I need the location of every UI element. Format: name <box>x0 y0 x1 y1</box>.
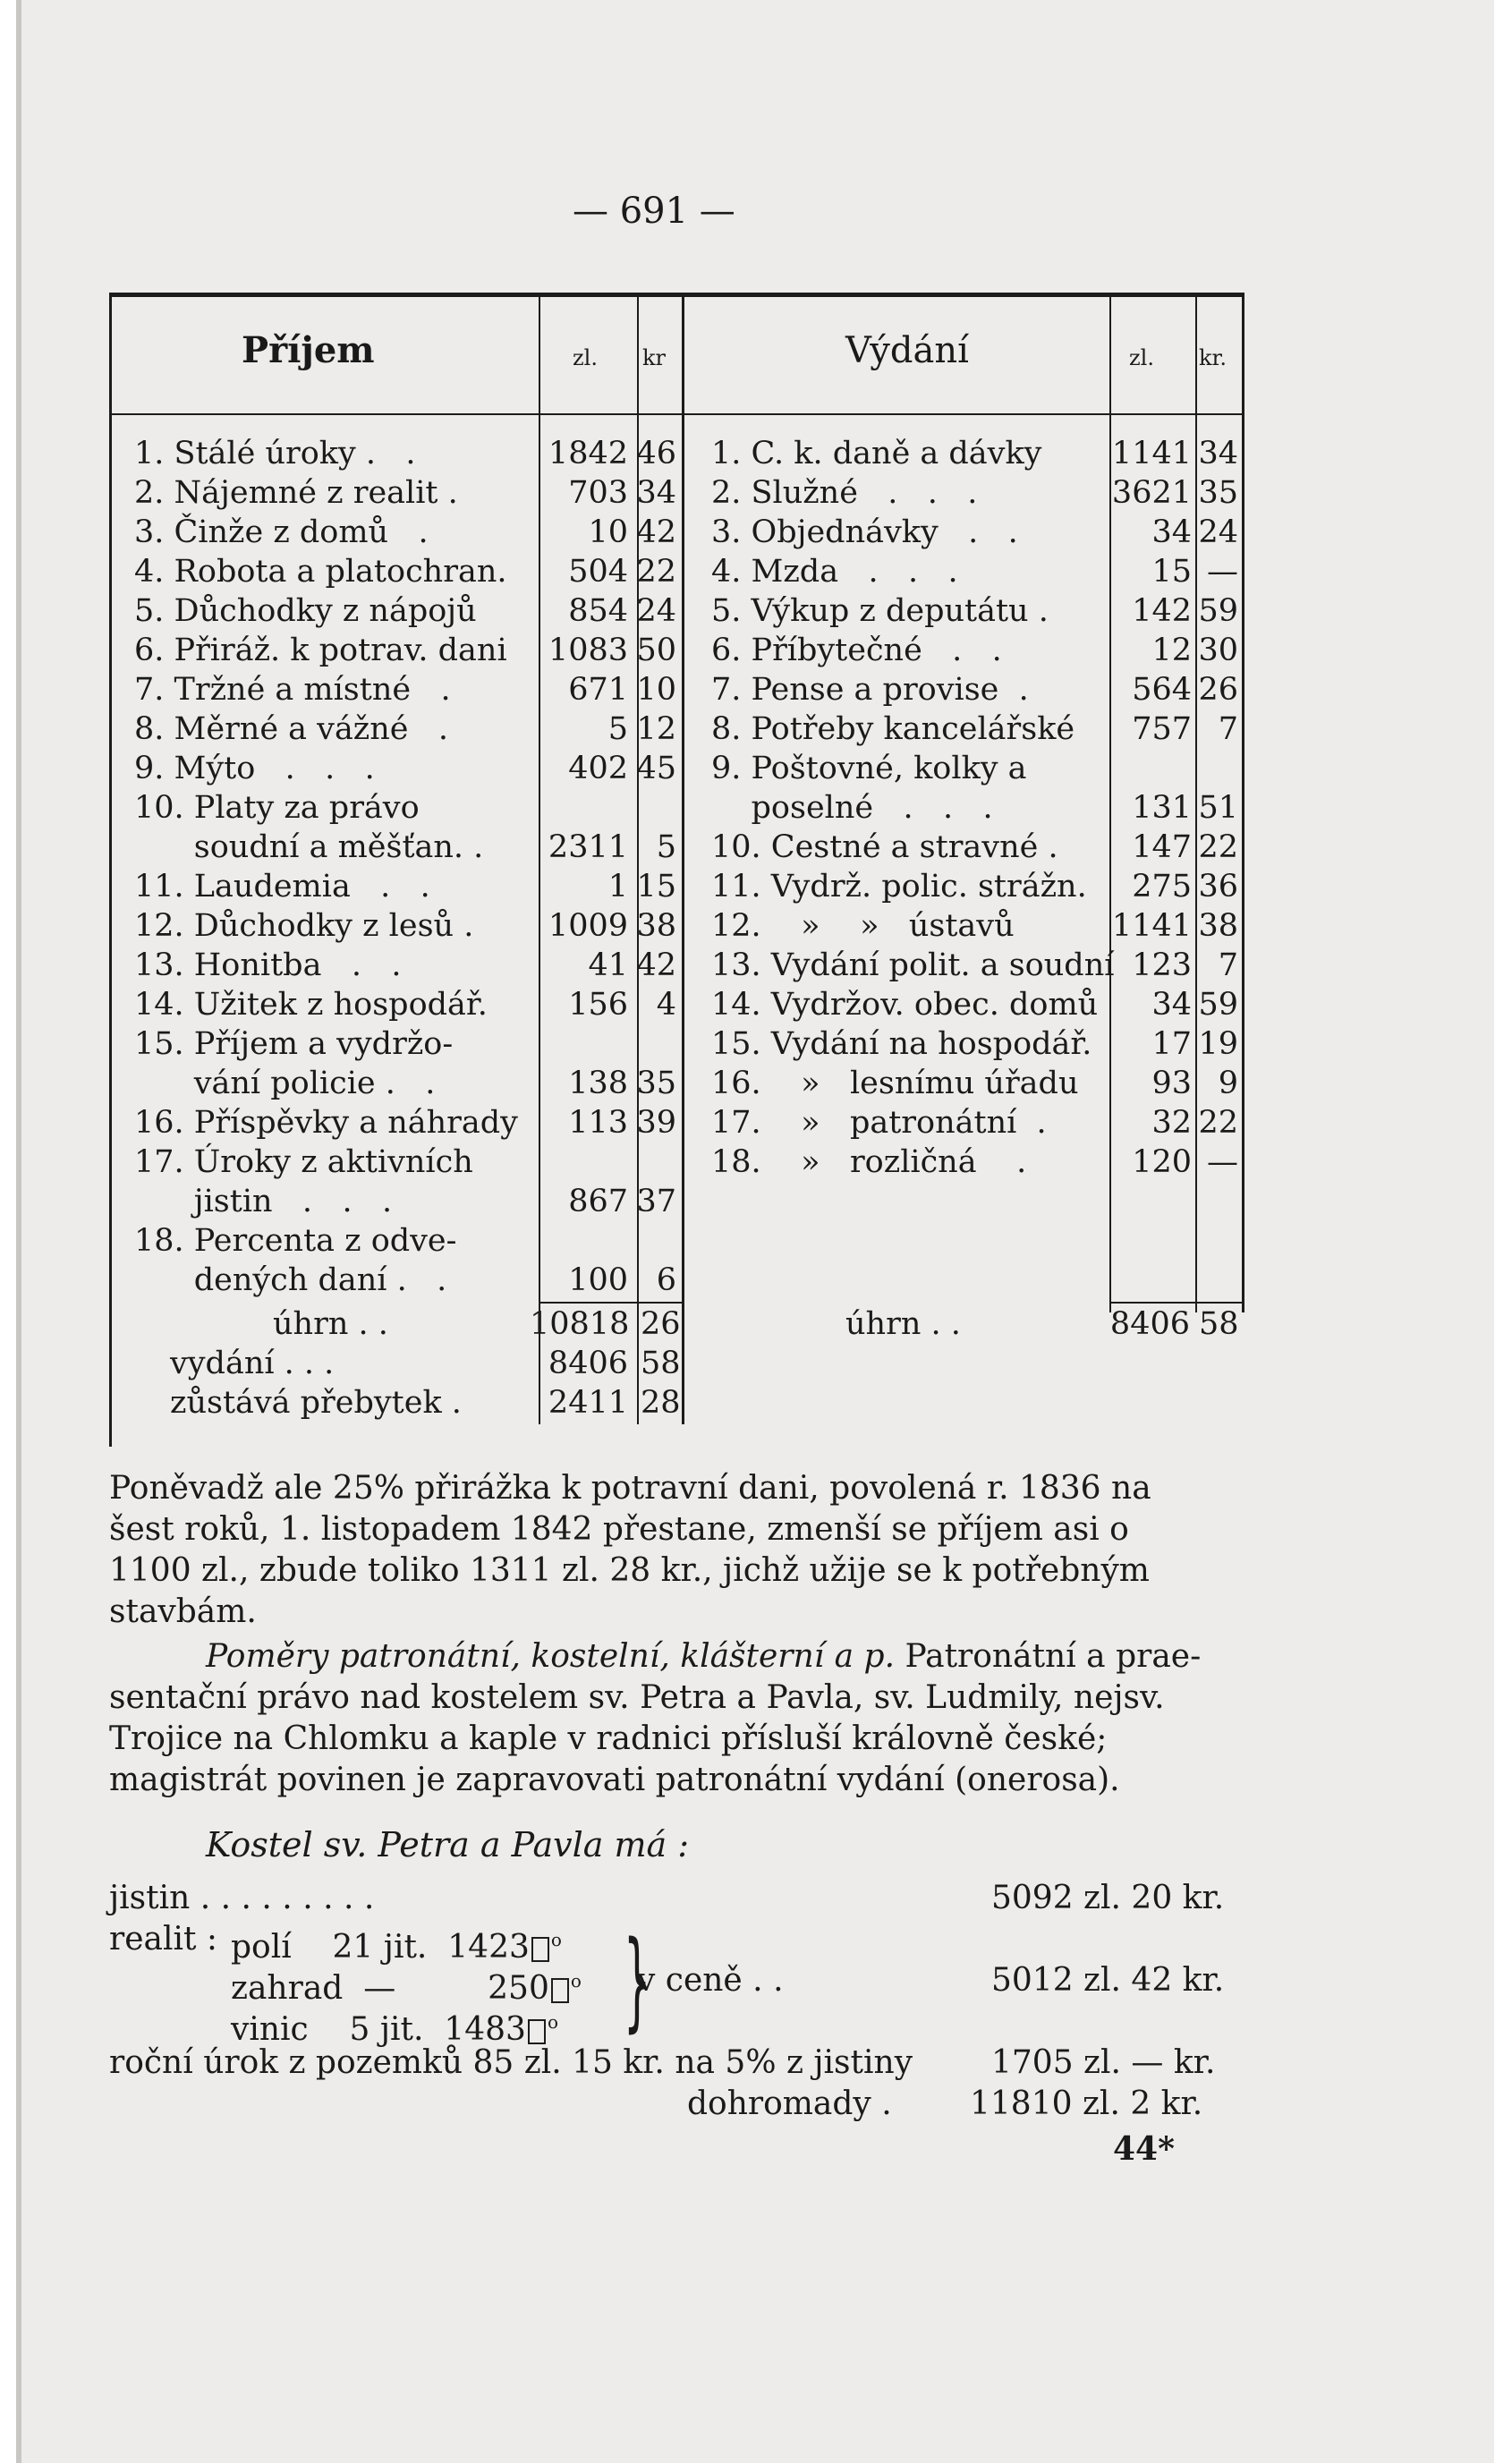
expense-row-kr: 35 <box>1198 475 1238 511</box>
realit-label: realit : <box>109 1921 218 1958</box>
expense-row-zl: 12 <box>1151 633 1192 668</box>
income-sum-rule <box>539 1302 682 1304</box>
expense-row-kr: 9 <box>1218 1066 1238 1101</box>
income-row-label: 14. Užitek z hospodář. <box>134 987 488 1023</box>
surplus-label: zůstává přebytek . <box>170 1385 462 1421</box>
expense-row-zl: 1141 <box>1111 908 1192 944</box>
surplus-zl: 2411 <box>548 1385 628 1421</box>
expense-row-label: poselné . . . <box>711 790 993 826</box>
expense-row-label: 10. Cestné a stravné . <box>711 829 1058 865</box>
expense-row-kr: 59 <box>1198 593 1238 629</box>
income-row-zl: 1083 <box>548 633 628 668</box>
income-total-zl: 10818 <box>530 1306 630 1342</box>
income-row-zl: 504 <box>568 554 628 590</box>
realit-sq: 1423 <box>447 1929 530 1966</box>
table-top-rule <box>109 293 1244 297</box>
expense-row-zl: 34 <box>1151 987 1192 1023</box>
income-row-kr: 5 <box>656 829 676 865</box>
income-row-label: 15. Příjem a vydržo- <box>134 1026 454 1062</box>
expense-row-kr: 19 <box>1198 1026 1238 1062</box>
expense-row-kr: 22 <box>1198 829 1238 865</box>
income-row-label: 7. Tržné a místné . <box>134 672 451 708</box>
vydani-label: vydání . . . <box>170 1346 335 1381</box>
income-row-label: soudní a měšťan. . <box>134 829 484 865</box>
income-row-kr: 42 <box>636 947 676 983</box>
expense-row-zl: 120 <box>1132 1144 1192 1180</box>
income-row-label: 5. Důchodky z nápojů <box>134 593 477 629</box>
income-row-label: 4. Robota a platochran. <box>134 554 507 590</box>
income-row-label: jistin . . . <box>134 1184 393 1219</box>
expense-row-label: 12. » » ústavů <box>711 908 1015 944</box>
income-row-kr: 46 <box>636 436 676 471</box>
expense-kr-header: kr. <box>1199 345 1227 370</box>
expense-row-zl: 123 <box>1132 947 1192 983</box>
expense-row-kr: 30 <box>1198 633 1238 668</box>
expense-row-kr: 59 <box>1198 987 1238 1023</box>
expense-row-label: 1. C. k. daně a dávky <box>711 436 1042 471</box>
income-zl-header: zl. <box>573 345 598 370</box>
v-cene-value: 5012 zl. 42 kr. <box>991 1962 1225 1999</box>
expense-row-kr: 51 <box>1198 790 1238 826</box>
expense-row-zl: 15 <box>1151 554 1192 590</box>
expense-row-label: 8. Potřeby kancelářské <box>711 711 1075 747</box>
income-row-zl: 1 <box>607 869 628 905</box>
income-row-label: 9. Mýto . . . <box>134 751 375 786</box>
expense-row-kr: 26 <box>1198 672 1238 708</box>
income-row-kr: 50 <box>636 633 676 668</box>
expense-row-label: 18. » rozličná . <box>711 1144 1027 1180</box>
income-row-kr: 35 <box>636 1066 676 1101</box>
jistin-value: 5092 zl. 20 kr. <box>991 1880 1225 1916</box>
income-row-kr: 15 <box>636 869 676 905</box>
rocni-value: 1705 zl. — kr. <box>991 2044 1216 2081</box>
kostel-heading: Kostel sv. Petra a Pavla má : <box>206 1825 690 1864</box>
expense-row-label: 7. Pense a provise . <box>711 672 1029 708</box>
expense-row-kr: 38 <box>1198 908 1238 944</box>
income-total-label: úhrn . . <box>273 1306 388 1342</box>
income-total-kr: 26 <box>641 1306 681 1342</box>
column-split-line <box>682 293 684 1424</box>
rocni-label: roční úrok z pozemků 85 zl. 15 kr. na 5% z jistiny <box>109 2044 913 2081</box>
income-row-zl: 41 <box>588 947 628 983</box>
paragraph-2-line-1 <box>206 1637 1201 1677</box>
total-label: dohromady . <box>687 2085 892 2122</box>
income-row-kr: 37 <box>636 1184 676 1219</box>
realit-sq: 250 <box>488 1970 549 2007</box>
expense-row-label: 6. Příbytečné . . <box>711 633 1002 668</box>
paragraph-2-line-2: sentační právo nad kostelem sv. Petra a Pavla, sv. Ludmily, nejsv. <box>109 1679 1165 1716</box>
vydani-zl: 8406 <box>548 1346 628 1381</box>
expense-row-kr: 7 <box>1218 947 1238 983</box>
expense-row-zl: 131 <box>1132 790 1192 826</box>
page-number: — 691 — <box>573 191 735 232</box>
income-row-label: 12. Důchodky z lesů . <box>134 908 474 944</box>
expense-row-label: 2. Služné . . . <box>711 475 978 511</box>
income-kr-header: kr <box>642 345 667 370</box>
total-value: 11810 zl. 2 kr. <box>970 2085 1203 2122</box>
expense-row-zl: 757 <box>1132 711 1192 747</box>
income-row-label: 11. Laudemia . . <box>134 869 430 905</box>
paragraph-2-start: Patronátní a prae- <box>905 1638 1202 1675</box>
income-row-label: 18. Percenta z odve- <box>134 1223 457 1259</box>
income-row-label: 6. Přiráž. k potrav. dani <box>134 633 507 668</box>
expense-row-zl: 3621 <box>1111 475 1192 511</box>
expense-row-label: 11. Vydrž. polic. strážn. <box>711 869 1087 905</box>
paragraph-2-line-4: magistrát povinen je zapravovati patronátní vydání (onerosa). <box>109 1762 1120 1798</box>
expense-row-zl: 93 <box>1151 1066 1192 1101</box>
income-row-zl: 402 <box>568 751 628 786</box>
expense-row-zl: 142 <box>1132 593 1192 629</box>
expense-row-kr: 22 <box>1198 1105 1238 1141</box>
expense-row-zl: 34 <box>1151 514 1192 550</box>
paragraph-1-line-1: Poněvadž ale 25% přirážka k potravní dani, povolená r. 1836 na <box>109 1470 1151 1507</box>
income-row-kr: 45 <box>636 751 676 786</box>
square-fathom-icon <box>531 1937 549 1962</box>
expense-row-label: 14. Vydržov. obec. domů <box>711 987 1099 1023</box>
realit-deg: o <box>570 1970 582 1992</box>
expense-row-label: 13. Vydání polit. a soudní <box>711 947 1115 983</box>
income-row-kr: 34 <box>636 475 676 511</box>
paragraph-2-line-3: Trojice na Chlomku a kaple v radnici přísluší královně české; <box>109 1720 1108 1757</box>
expense-sum-rule <box>1109 1302 1244 1304</box>
income-row-label: dených daní . . <box>134 1262 447 1298</box>
realit-jit: 21 jit. <box>332 1929 428 1966</box>
income-row-label: vání policie . . <box>134 1066 436 1101</box>
realit-kind: vinic <box>231 2011 309 2048</box>
expense-row-kr: — <box>1207 554 1238 590</box>
table-left-border <box>109 293 112 1447</box>
realit-dash: — <box>363 1970 396 2007</box>
income-row-zl: 1842 <box>548 436 628 471</box>
income-row-zl: 156 <box>568 987 628 1023</box>
expense-row-label: 4. Mzda . . . <box>711 554 958 590</box>
income-row-label: 13. Honitba . . <box>134 947 402 983</box>
income-row-zl: 703 <box>568 475 628 511</box>
realit-jit: 5 jit. <box>349 2011 424 2048</box>
income-row-zl: 854 <box>568 593 628 629</box>
paragraph-1-line-4: stavbám. <box>109 1593 257 1630</box>
square-fathom-icon <box>528 2019 546 2044</box>
expense-zl-header: zl. <box>1129 345 1154 370</box>
income-row-label: 16. Příspěvky a náhrady <box>134 1105 518 1141</box>
expense-row-kr: 24 <box>1198 514 1238 550</box>
income-row-label: 2. Nájemné z realit . <box>134 475 458 511</box>
income-row-zl: 113 <box>568 1105 628 1141</box>
expense-row-kr: 7 <box>1218 711 1238 747</box>
table-right-border <box>1242 293 1244 1312</box>
square-fathom-icon <box>551 1978 569 2003</box>
expense-row-zl: 1141 <box>1111 436 1192 471</box>
expense-total-zl: 8406 <box>1109 1306 1190 1342</box>
income-row-zl: 671 <box>568 672 628 708</box>
expense-row-label: 3. Objednávky . . <box>711 514 1018 550</box>
expense-row-kr: 34 <box>1198 436 1238 471</box>
expense-row-zl: 32 <box>1151 1105 1192 1141</box>
expense-row-kr: 36 <box>1198 869 1238 905</box>
paragraph-1-line-3: 1100 zl., zbude toliko 1311 zl. 28 kr., jichž užije se k potřebným <box>109 1552 1150 1589</box>
realit-kind: zahrad <box>231 1970 344 2007</box>
expense-row-label: 15. Vydání na hospodář. <box>711 1026 1092 1062</box>
income-row-kr: 12 <box>636 711 676 747</box>
income-header: Příjem <box>242 329 375 371</box>
income-row-zl: 1009 <box>548 908 628 944</box>
expense-row-zl: 17 <box>1151 1026 1192 1062</box>
income-row-kr: 42 <box>636 514 676 550</box>
realit-sq: 1483 <box>444 2011 526 2048</box>
expense-row-zl: 147 <box>1132 829 1192 865</box>
expense-row-label: 17. » patronátní . <box>711 1105 1047 1141</box>
income-row-zl: 138 <box>568 1066 628 1101</box>
expense-row-label: 5. Výkup z deputátu . <box>711 593 1049 629</box>
income-row-zl: 867 <box>568 1184 628 1219</box>
income-row-kr: 10 <box>636 672 676 708</box>
income-row-kr: 24 <box>636 593 676 629</box>
expense-total-kr: 58 <box>1199 1306 1239 1342</box>
expense-row-zl: 564 <box>1132 672 1192 708</box>
income-row-zl: 100 <box>568 1262 628 1298</box>
expense-row-zl: 275 <box>1132 869 1192 905</box>
signature-mark: 44* <box>1113 2130 1175 2168</box>
realit-deg: o <box>550 1929 562 1950</box>
income-row-kr: 39 <box>636 1105 676 1141</box>
expense-row-label: 9. Poštovné, kolky a <box>711 751 1027 786</box>
expense-row-kr: — <box>1207 1144 1238 1180</box>
v-cene-label: v ceně . . <box>637 1962 784 1999</box>
jistin-label: jistin . . . . . . . . . <box>109 1880 375 1916</box>
expense-row-label: 16. » lesnímu úřadu <box>711 1066 1079 1101</box>
paragraph-2-italic: Poměry patronátní, kostelní, klášterní a p. <box>206 1638 896 1675</box>
income-row-kr: 38 <box>636 908 676 944</box>
expense-header: Výdání <box>845 330 969 371</box>
expense-total-label: úhrn . . <box>845 1306 961 1342</box>
income-row-label: 1. Stálé úroky . . <box>134 436 416 471</box>
income-row-label: 3. Činže z domů . <box>134 514 429 550</box>
realit-kind: polí <box>231 1929 292 1966</box>
vydani-kr: 58 <box>641 1346 681 1381</box>
income-row-zl: 10 <box>588 514 628 550</box>
paragraph-1-line-2: šest roků, 1. listopadem 1842 přestane, zmenší se příjem asi o <box>109 1511 1129 1548</box>
table-header-rule <box>109 413 1244 415</box>
income-row-label: 8. Měrné a vážné . <box>134 711 449 747</box>
income-row-zl: 2311 <box>548 829 628 865</box>
income-row-label: 10. Platy za právo <box>134 790 420 826</box>
income-row-label: 17. Úroky z aktivních <box>134 1144 473 1180</box>
surplus-kr: 28 <box>641 1385 681 1421</box>
realit-brace: } <box>623 1919 651 2043</box>
realit-deg: o <box>547 2011 558 2033</box>
income-row-kr: 6 <box>656 1262 676 1298</box>
scan-edge <box>16 0 21 2463</box>
income-row-kr: 22 <box>636 554 676 590</box>
income-row-zl: 5 <box>607 711 628 747</box>
income-row-kr: 4 <box>656 987 676 1023</box>
